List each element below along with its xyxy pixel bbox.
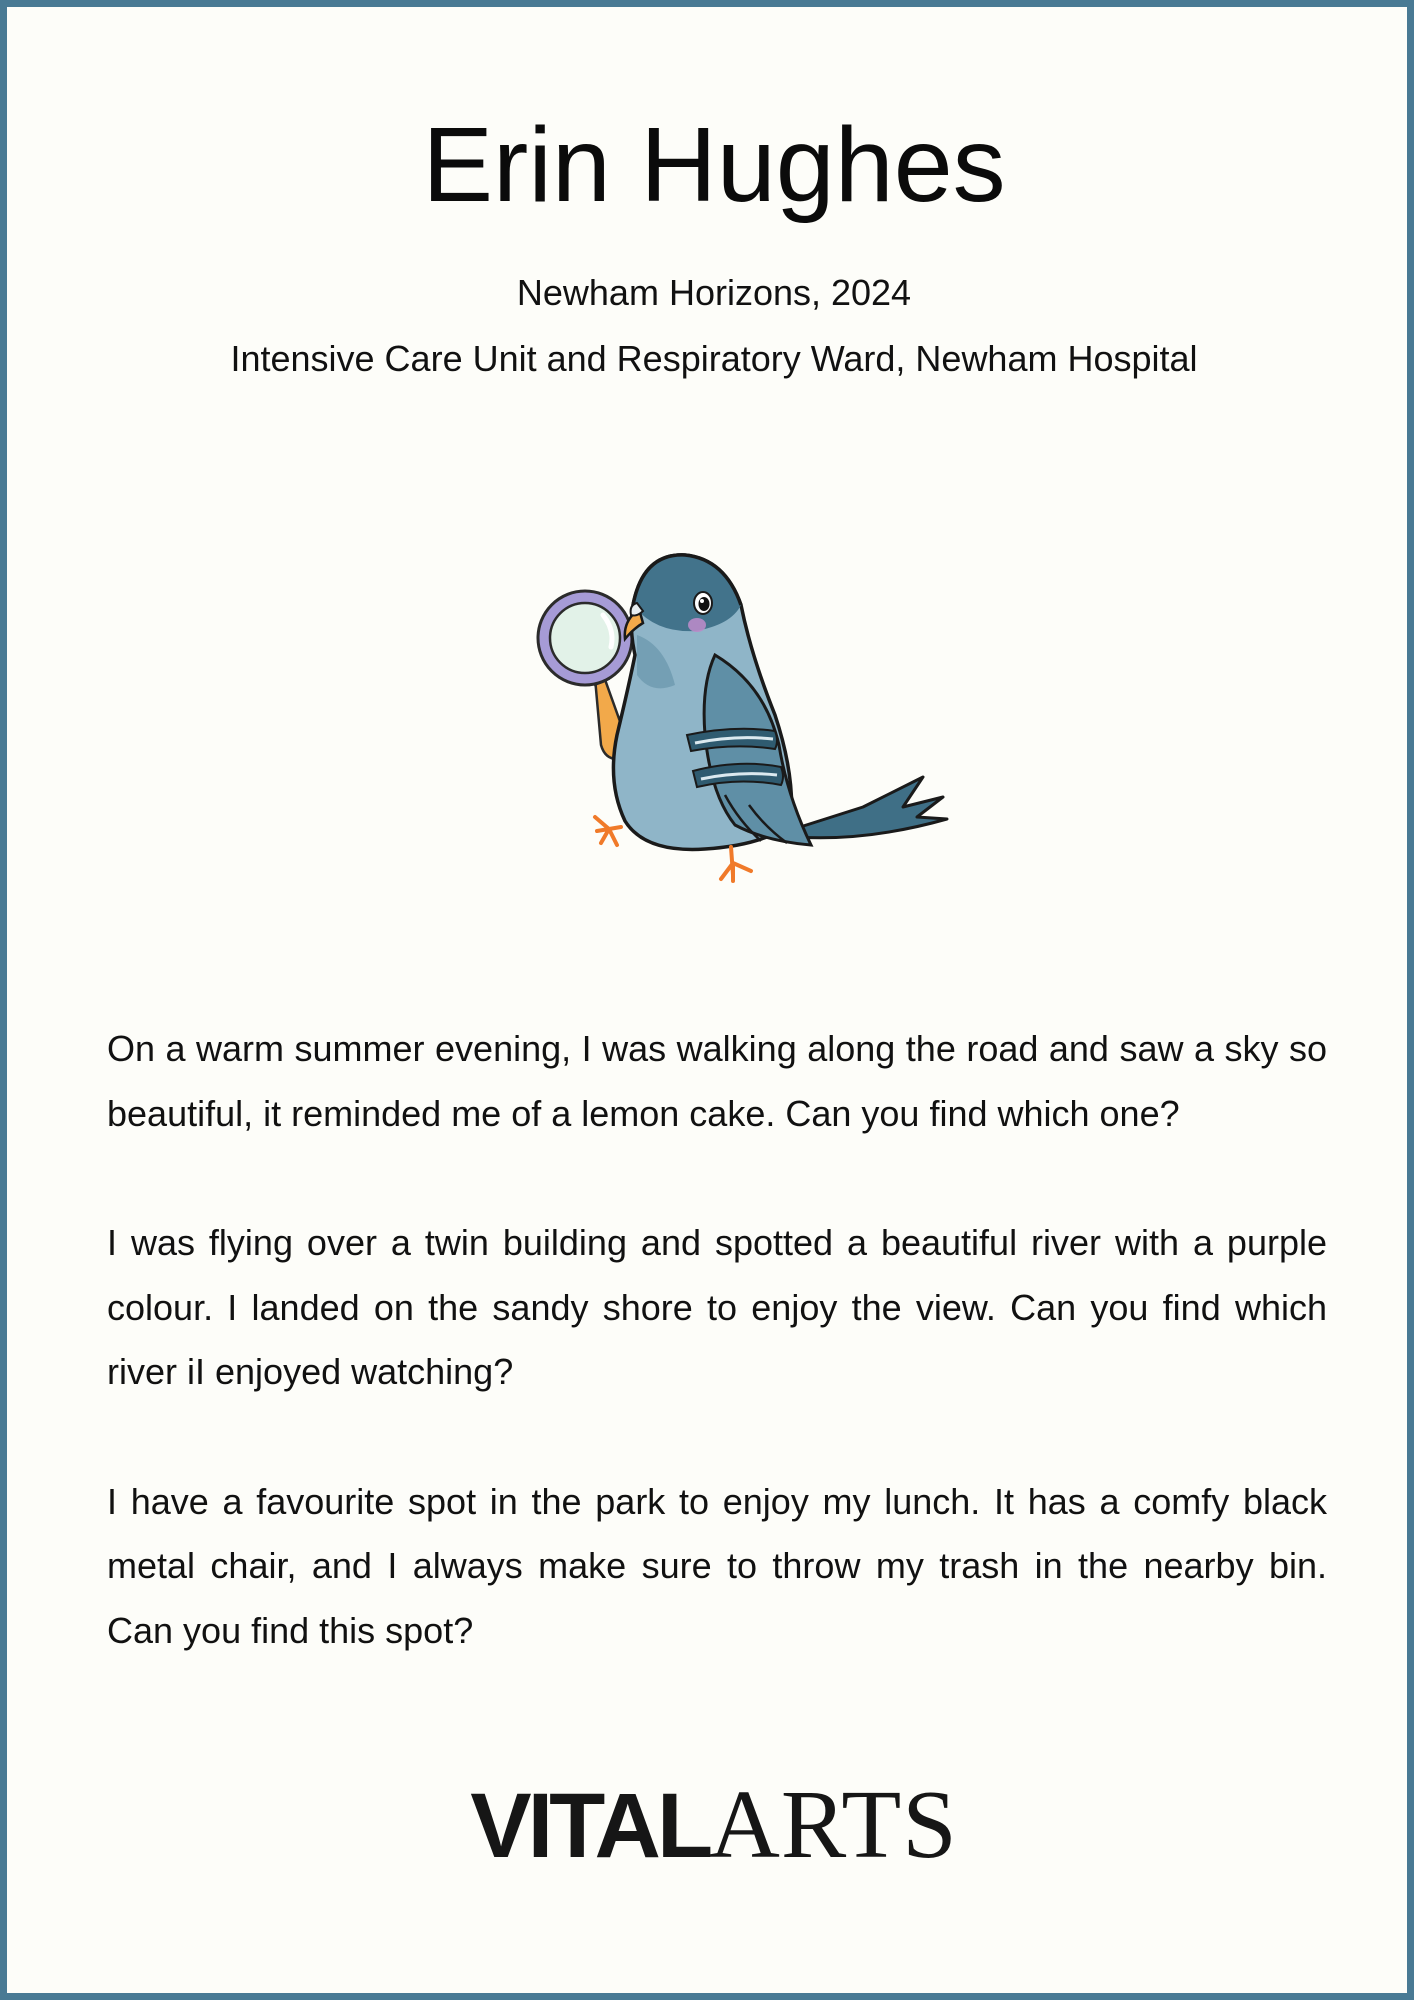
location-text: Intensive Care Unit and Respiratory Ward, Newham Hospital <box>230 338 1198 379</box>
artist-name: Erin Hughes <box>422 106 1006 224</box>
vital-arts-logo <box>7 1771 1414 1903</box>
pigeon-with-magnifying-glass-icon <box>525 545 955 885</box>
clue-paragraph-3: I have a favourite spot in the park to enjoy my lunch. It has a comfy black metal chair, and I always make sure to throw my trash in the nearby bin. Can you find this spot? <box>107 1480 1327 1651</box>
clue-paragraph-2: I was flying over a twin building and spotted a beautiful river with a purple colour. I landed on the sandy shore to enjoy the view. Can you find which river iI enjoyed watching? <box>107 1222 1327 1392</box>
project-title: Newham Horizons, 2024 <box>516 272 912 313</box>
clue-paragraphs <box>107 1017 1327 1728</box>
clue-paragraph-1: On a warm summer evening, I was walking along the road and saw a sky so beautiful, it reminded me of a lemon cake. Can you find which one? <box>107 1028 1327 1134</box>
logo-part-arts: ARTS <box>709 1771 958 1879</box>
logo-part-vital: VITAL <box>470 1775 710 1877</box>
